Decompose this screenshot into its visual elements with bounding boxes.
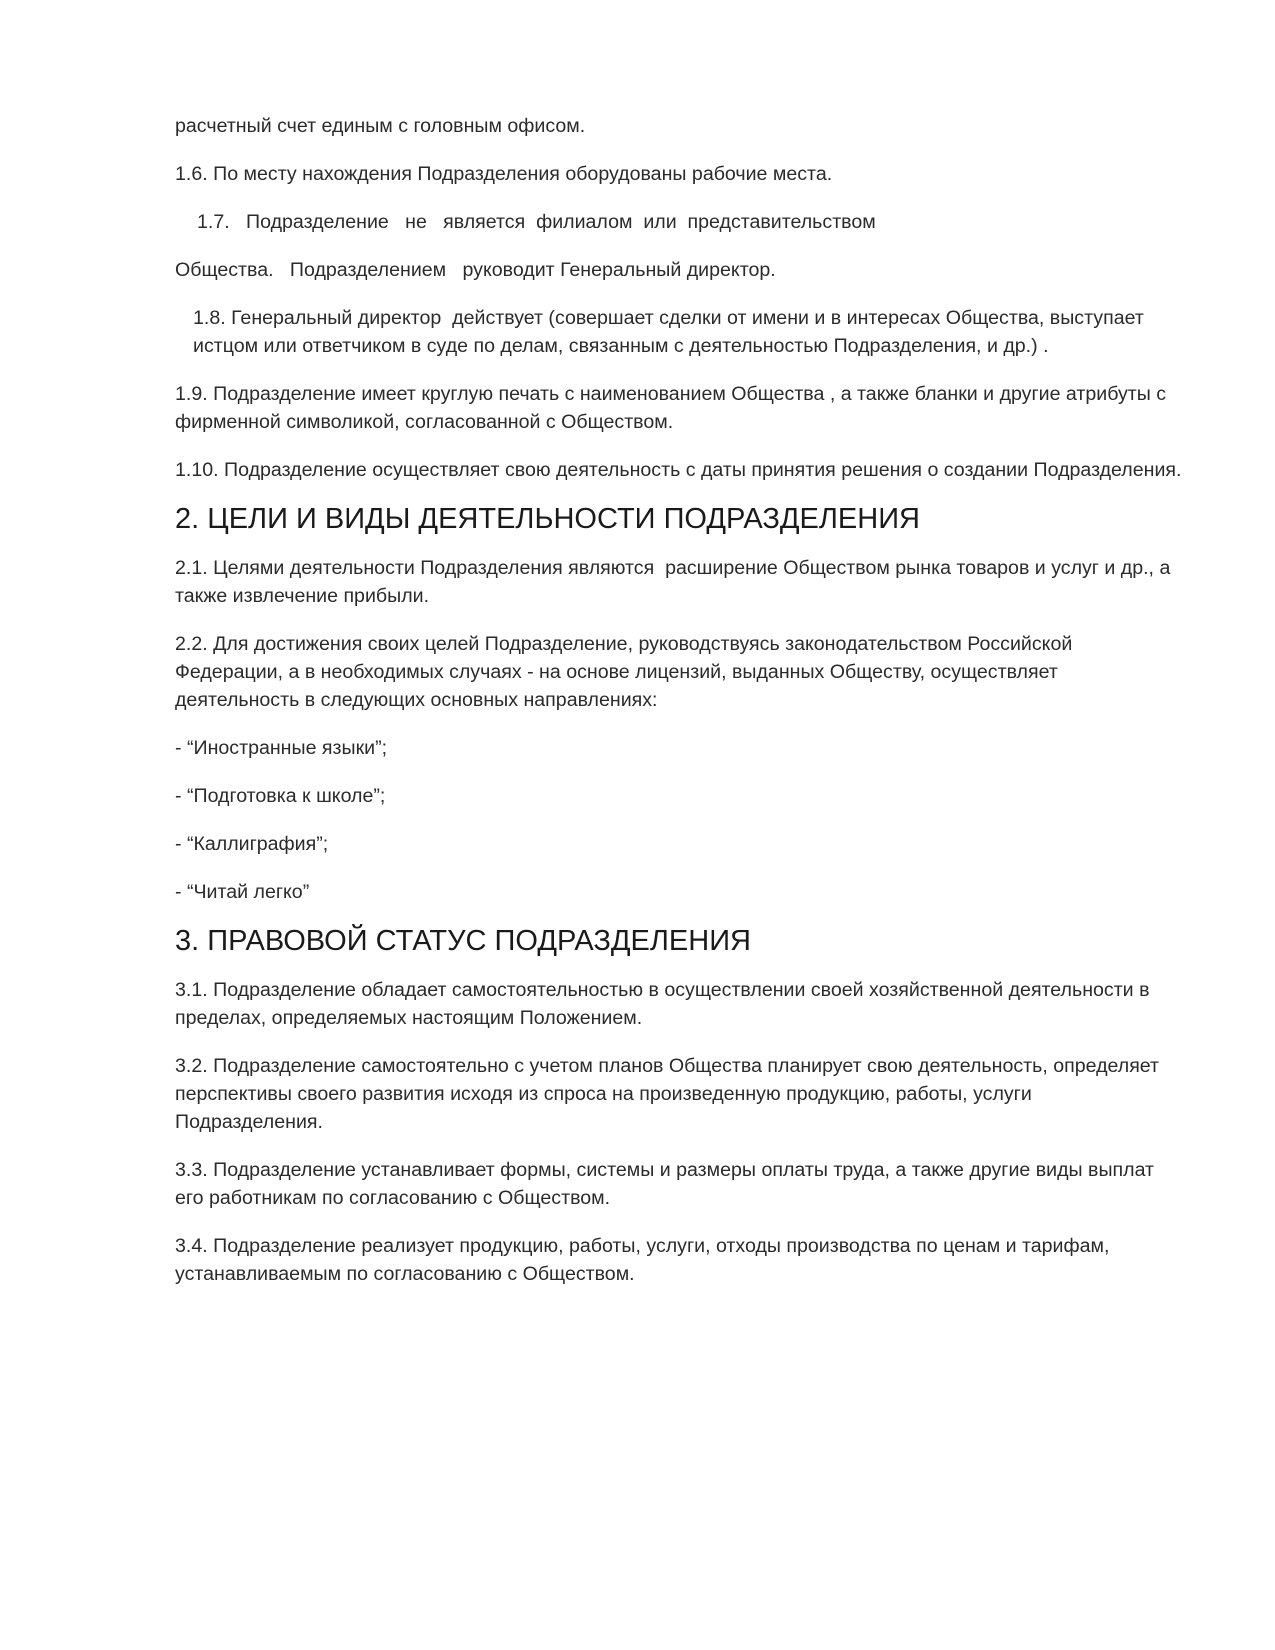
- document-page: [175, 112, 1185, 1288]
- paragraph-3-1: 3.1. Подразделение обладает самостоятельностью в осуществлении своей хозяйственной деятельности в пределах, определяемых настоящим Положением.: [175, 979, 1155, 1029]
- list-item-calligraphy: - “Каллиграфия”;: [175, 833, 329, 855]
- paragraph-2-1: 2.1. Целями деятельности Подразделения являются расширение Обществом рынка товаров и услуг и др., а также извлечение прибыли.: [175, 557, 1176, 607]
- paragraph-1-10: 1.10. Подразделение осуществляет свою деятельность с даты принятия решения о создании Подразделения.: [175, 459, 1182, 481]
- paragraph-1-7: 1.7. Подразделение не является филиалом или представительством: [197, 211, 876, 233]
- paragraph-1-8: 1.8. Генеральный директор действует (совершает сделки от имени и в интересах Общества, выступает истцом или ответчиком в суде по делам, связанным с деятельностью Подразделения, и др.) .: [193, 307, 1150, 357]
- section-3-heading: 3. ПРАВОВОЙ СТАТУС ПОДРАЗДЕЛЕНИЯ: [175, 925, 751, 957]
- paragraph-1-9: 1.9. Подразделение имеет круглую печать с наименованием Общества , а также бланки и другие атрибуты с фирменной символикой, согласованной с Обществом.: [175, 383, 1172, 433]
- list-item-read-easy: - “Читай легко”: [175, 881, 310, 903]
- paragraph-3-3: 3.3. Подразделение устанавливает формы, системы и размеры оплаты труда, а также другие виды выплат его работникам по согласованию с Обществом.: [175, 1159, 1160, 1209]
- paragraph-3-4: 3.4. Подразделение реализует продукцию, работы, услуги, отходы производства по ценам и тарифам, устанавливаемым по согласованию с Обществом.: [175, 1235, 1115, 1285]
- section-3-body: [175, 976, 1185, 1288]
- paragraph-3-2: 3.2. Подразделение самостоятельно с учетом планов Общества планирует свою деятельность, определяет перспективы своего развития исходя из спроса на произведенную продукцию, работы, услуги Подразделения.: [175, 1055, 1165, 1133]
- list-item-foreign-languages: - “Иностранные языки”;: [175, 737, 388, 759]
- list-item-school-prep: - “Подготовка к школе”;: [175, 785, 386, 807]
- paragraph-2-2: 2.2. Для достижения своих целей Подразделение, руководствуясь законодательством Российской Федерации, а в необходимых случаях - на основе лицензий, выданных Обществу, осуществляет деятельность в следующих основных направлениях:: [175, 633, 1078, 711]
- paragraph-1-7-cont: Общества. Подразделением руководит Генеральный директор.: [175, 259, 776, 281]
- section-2-body: [175, 554, 1185, 906]
- paragraph-1-6: 1.6. По месту нахождения Подразделения оборудованы рабочие места.: [175, 163, 833, 185]
- paragraph-1-5-end: расчетный счет единым с головным офисом.: [175, 115, 586, 137]
- section-2-heading: 2. ЦЕЛИ И ВИДЫ ДЕЯТЕЛЬНОСТИ ПОДРАЗДЕЛЕНИЯ: [175, 503, 920, 535]
